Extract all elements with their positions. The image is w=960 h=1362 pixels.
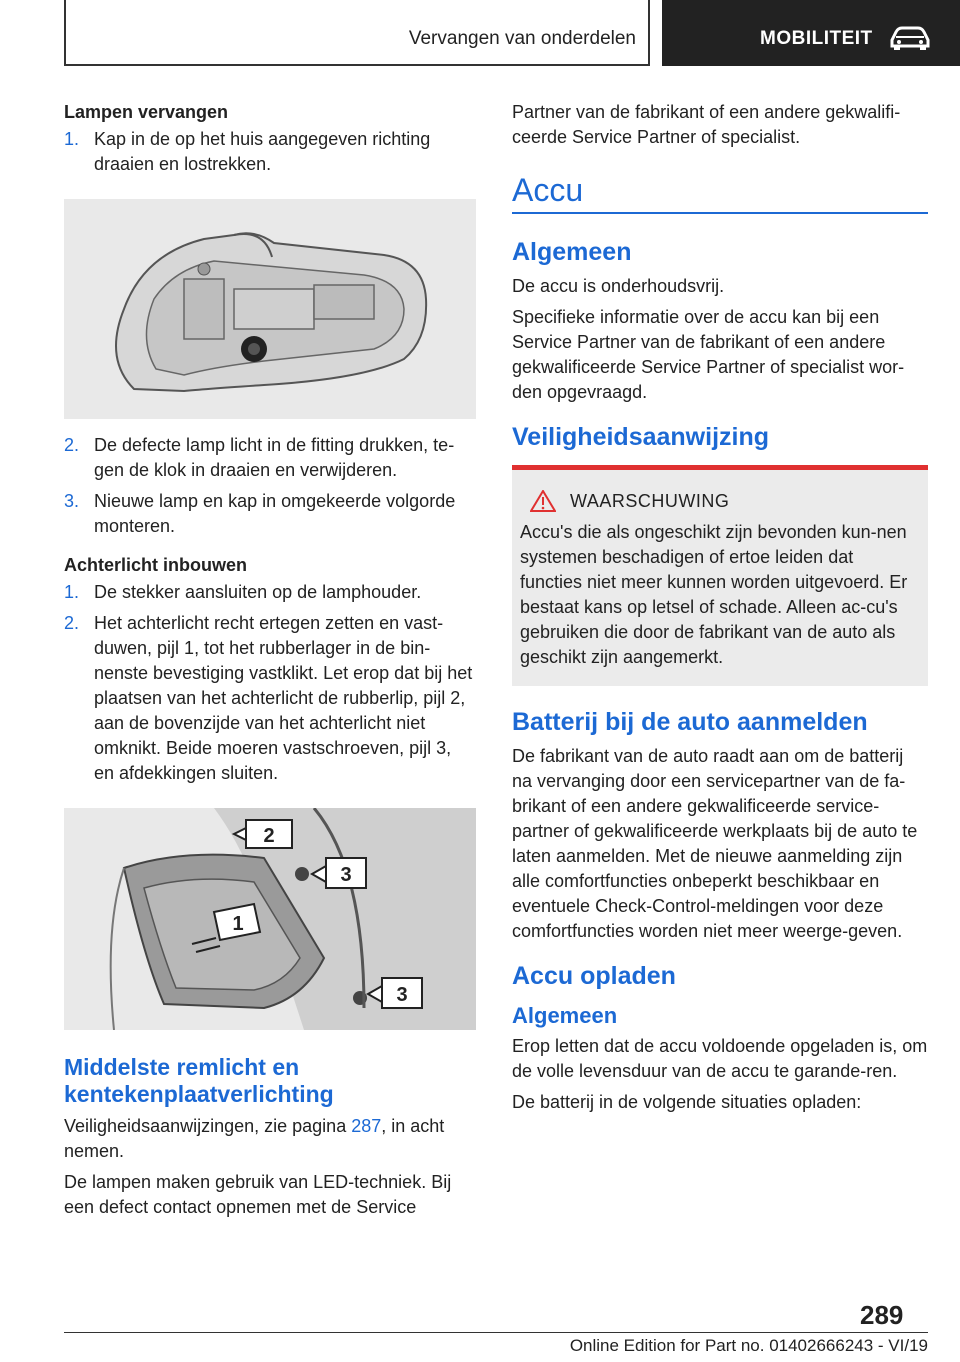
step-number: 1. xyxy=(64,582,80,602)
continuation-paragraph: Partner van de fabrikant of een andere gekwalifi-ceerde Service Partner of specialist. xyxy=(512,102,901,147)
page-link-287[interactable]: 287 xyxy=(351,1116,382,1136)
safety-reference-tail: , in acht nemen. xyxy=(64,1116,445,1161)
step-text: Kap in de op het huis aangegeven richting draaien en lostrekken. xyxy=(94,129,431,174)
lampen-vervangen-heading: Lampen vervangen xyxy=(64,102,229,122)
warning-triangle-icon xyxy=(530,490,556,512)
list-item xyxy=(64,611,476,786)
accu-title: Accu xyxy=(512,172,584,208)
achterlicht-heading: Achterlicht inbouwen xyxy=(64,555,248,575)
algemeen-p1: De accu is onderhoudsvrij. xyxy=(512,276,725,296)
car-icon xyxy=(888,24,932,52)
step-text: Nieuwe lamp en kap in omgekeerde volgorde monteren. xyxy=(94,491,456,536)
middelste-remlicht-heading: Middelste remlicht en kentekenplaatverlichting xyxy=(64,1054,334,1107)
list-item xyxy=(64,433,476,483)
chapter-tab xyxy=(662,0,960,66)
led-paragraph: De lampen maken gebruik van LED-techniek. Bij een defect contact opnemen met de Service xyxy=(64,1172,452,1217)
arrow-label-3a: 3 xyxy=(340,864,352,886)
step-number: 2. xyxy=(64,435,80,455)
opladen-p2: De batterij in de volgende situaties opladen: xyxy=(512,1092,862,1112)
step-number: 1. xyxy=(64,129,80,149)
lamp-housing-illustration xyxy=(64,199,476,419)
tail-light-illustration xyxy=(64,808,476,1030)
algemeen-heading: Algemeen xyxy=(512,238,632,266)
step-text: Het achterlicht recht ertegen zetten en vast-duwen, pijl 1, tot het rubberlager in de bin-nenste bevestiging vastklikt. Let erop dat bij het plaatsen van het achterlicht de rubberlip, pijl 2, aan de bovenzijde van het achterlicht niet omknikt. Beide moeren vastschroeven, pijl 3, en afdekkingen sluiten. xyxy=(94,613,473,783)
accu-title-rule xyxy=(512,212,928,214)
edition-note: Online Edition for Part no. 01402666243 - VI/19 xyxy=(569,1336,928,1355)
arrow-label-3b: 3 xyxy=(396,984,408,1006)
safety-reference xyxy=(64,1114,476,1164)
warning-box xyxy=(512,465,928,686)
step-number: 2. xyxy=(64,613,80,633)
section-title: Vervangen van onderdelen xyxy=(408,28,636,49)
warning-title: WAARSCHUWING xyxy=(570,490,730,511)
arrow-label-1: 1 xyxy=(232,913,244,935)
header-divider xyxy=(648,0,650,66)
batterij-heading: Batterij bij de auto aanmelden xyxy=(512,708,868,736)
warning-header xyxy=(520,490,920,512)
step-number: 3. xyxy=(64,491,80,511)
header-bottom-rule xyxy=(64,64,650,66)
step-text: De stekker aansluiten op de lamphouder. xyxy=(94,582,422,602)
right-column xyxy=(512,100,928,1121)
list-item xyxy=(64,489,476,539)
safety-reference-text: Veiligheidsaanwijzingen, zie pagina xyxy=(64,1116,352,1136)
chapter-label: MOBILITEIT xyxy=(760,28,873,49)
list-item xyxy=(64,127,476,177)
footer-rule xyxy=(64,1332,928,1333)
opladen-subheading: Algemeen xyxy=(512,1003,618,1028)
left-column xyxy=(64,100,476,1226)
warning-text: Accu's die als ongeschikt zijn bevonden kun-nen systemen beschadigen of ertoe leiden dat functies niet meer kunnen worden uitgevoerd. Er bestaat kans op letsel of schade. Alleen ac-cu's gebruiken die door de fabrikant van de auto als geschikt zijn aangemerkt. xyxy=(520,522,908,667)
arrow-label-2: 2 xyxy=(263,825,275,847)
list-item xyxy=(64,580,476,605)
algemeen-p2: Specifieke informatie over de accu kan bij een Service Partner van de fabrikant of een andere gekwalificeerde Service Partner of specialist wor-den opgevraagd. xyxy=(512,307,905,402)
veiligheid-heading: Veiligheidsaanwijzing xyxy=(512,423,770,451)
page-number: 289 xyxy=(860,1300,904,1330)
opladen-heading: Accu opladen xyxy=(512,962,676,990)
batterij-paragraph: De fabrikant van de auto raadt aan om de batterij na vervanging door een servicepartner van de fa-brikant of een andere gekwalificeerde service-partner of gekwalificeerde werkplaats bij de auto te laten aanmelden. Met de nieuwe aanmelding zijn alle comfortfuncties onbeperkt beschikbaar en eventuele Check-Control-meldingen voor deze comfortfuncties worden niet meer weerge-geven. xyxy=(512,746,918,941)
step-text: De defecte lamp licht in de fitting drukken, te-gen de klok in draaien en verwijderen. xyxy=(94,435,455,480)
opladen-p1: Erop letten dat de accu voldoende opgeladen is, om de volle levensduur van de accu te garande-ren. xyxy=(512,1036,928,1081)
